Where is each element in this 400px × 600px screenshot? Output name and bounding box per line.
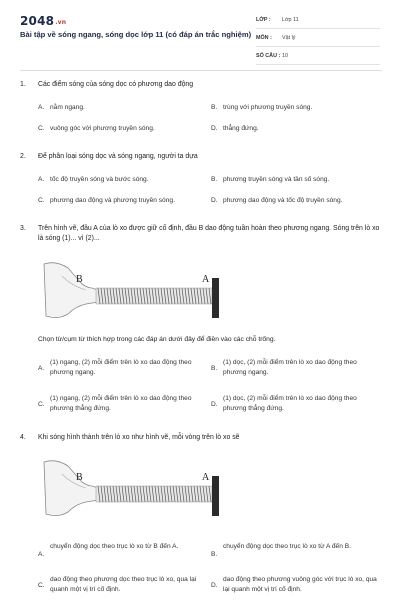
hand-icon (44, 263, 98, 318)
option-letter: C. (38, 125, 45, 132)
meta-key: SỐ CÂU : (256, 53, 281, 59)
option-text: nằm ngang. (50, 104, 85, 111)
question-number: 4. (20, 434, 26, 441)
question-text: Khi sóng hình thành trên lò xo như hình vẽ, mỗi vòng trên lò xo sẽ (38, 434, 240, 441)
option-letter: B. (211, 365, 218, 372)
wall-block (212, 476, 219, 516)
option-letter: A. (38, 104, 45, 111)
option-text: chuyển động dọc theo trục lò xo từ A đến B. (223, 543, 351, 550)
option-text: (1) dọc, (2) mỗi điểm trên lò xo dao động theo phương ngang. (223, 359, 357, 376)
spring-figure-2 (42, 456, 220, 520)
meta-row-count (256, 51, 380, 65)
meta-key: LỚP : (256, 17, 271, 23)
label-a: A (202, 274, 210, 285)
logo-suffix: .vn (55, 19, 67, 26)
question-text: Để phân loại sóng dọc và sóng ngang, người ta dựa (38, 153, 198, 160)
label-b: B (76, 274, 83, 285)
question-text: Các điểm sóng của sóng dọc có phương dao động (38, 81, 194, 88)
site-logo[interactable] (20, 14, 66, 28)
question-number: 2. (20, 153, 26, 160)
option-letter: A. (38, 551, 45, 558)
option-text: (1) ngang, (2) mỗi điểm trên lò xo dao động theo phương thẳng đứng. (50, 395, 192, 412)
meta-key: MÔN : (256, 35, 272, 41)
question-instruction: Chọn từ/cụm từ thích hợp trong các đáp án dưới đây để điền vào các chỗ trống. (38, 336, 276, 343)
logo-text: 2048 (20, 14, 55, 28)
option-text: trùng với phương truyền sóng. (223, 104, 313, 111)
wall-block (212, 278, 219, 318)
spring-diagram (42, 258, 220, 322)
question-number: 1. (20, 81, 26, 88)
question-2 (20, 152, 382, 162)
question-4 (20, 433, 382, 443)
option-text: dao động theo phương vuông góc với trục lò xo, qua lại quanh một vị trí cố định. (223, 576, 377, 593)
meta-value: Vật lý (282, 35, 296, 41)
meta-value: 10 (282, 53, 288, 59)
option-letter: D. (211, 197, 218, 204)
option-letter: D. (211, 401, 218, 408)
question-stem (20, 80, 382, 90)
option-text: (1) dọc, (2) mỗi điểm trên lò xo dao động theo phương thẳng đứng. (223, 395, 357, 412)
option-letter: D. (211, 125, 218, 132)
option-text: thẳng đứng. (223, 125, 259, 132)
hand-icon (44, 461, 98, 516)
question-stem (20, 224, 382, 244)
option-letter: B. (211, 551, 218, 558)
spring-coil (96, 486, 212, 502)
question-1 (20, 80, 382, 90)
option-text: chuyển động dọc theo trục lò xo từ B đến A. (50, 543, 179, 550)
meta-panel (256, 15, 380, 69)
option-letter: B. (211, 176, 218, 183)
question-text: Trên hình vẽ, đầu A của lò xo được giữ cố định, đầu B dao động tuần hoàn theo phương ngang. Sóng trên lò xo là sóng (1)... vì (2)... (38, 225, 380, 242)
question-stem (20, 433, 382, 443)
option-text: dao động theo phương dọc theo trục lò xo, qua lại quanh một vị trí cố định. (50, 576, 197, 593)
option-letter: C. (38, 401, 45, 408)
header-divider (20, 70, 382, 71)
question-stem (20, 152, 382, 162)
option-text: phương dao động và phương truyền sóng. (50, 197, 175, 204)
page-title: Bài tập về sóng ngang, sóng dọc lớp 11 (có đáp án trắc nghiệm) (20, 30, 252, 39)
spring-figure (42, 258, 220, 322)
document-header (0, 0, 400, 66)
option-text: (1) ngang, (2) mỗi điểm trên lò xo dao động theo phương ngang. (50, 359, 192, 376)
option-text: phương dao động và tốc độ truyền sóng. (223, 197, 343, 204)
option-letter: D. (211, 582, 218, 589)
question-3 (20, 224, 382, 244)
meta-value: Lớp 11 (282, 17, 299, 23)
option-text: tốc độ truyền sóng và bước sóng. (50, 176, 149, 183)
label-b: B (76, 472, 83, 483)
option-letter: C. (38, 582, 45, 589)
option-text: phương truyền sóng và tần số sóng. (223, 176, 330, 183)
meta-row-class (256, 15, 380, 29)
option-text: vuông góc với phương truyền sóng. (50, 125, 155, 132)
meta-row-subject (256, 33, 380, 47)
label-a: A (202, 472, 210, 483)
option-letter: A. (38, 365, 45, 372)
option-letter: C. (38, 197, 45, 204)
option-letter: A. (38, 176, 45, 183)
option-letter: B. (211, 104, 218, 111)
question-number: 3. (20, 225, 26, 232)
spring-coil (96, 288, 212, 304)
spring-diagram (42, 456, 220, 520)
